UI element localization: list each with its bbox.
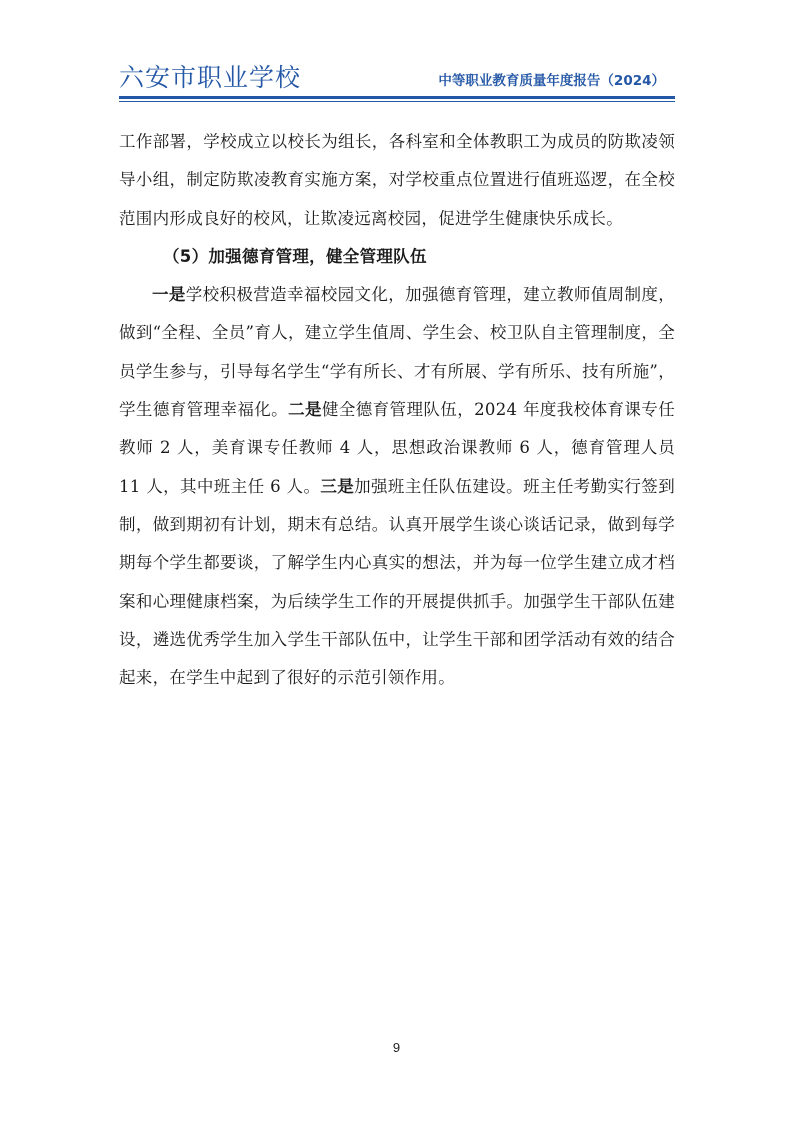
- school-name: 六安市职业学校: [119, 63, 302, 92]
- text-third: 加强班主任队伍建设。班主任考勤实行签到制，做到期初有计划，期末有总结。认真开展学生谈心谈话记录，做到每学期每个学生都要谈，了解学生内心真实的想法，并为每一位学生建立成才档案和心理健康档案，为后续学生工作的开展提供抓手。加强学生干部队伍建设，遴选优秀学生加入学生干部队伍中，让学生干部和团学活动有效的结合起来，在学生中起到了很好的示范引领作用。: [119, 476, 676, 688]
- section-heading: （5）加强德育管理，健全管理队伍: [163, 246, 427, 266]
- paragraph-anti-bullying: 工作部署，学校成立以校长为组长，各科室和全体教职工为成员的防欺凌领导小组，制定防欺凌教育实施方案，对学校重点位置进行值班巡逻，在全校范围内形成良好的校风，让欺凌远离校园，促进学生健康快乐成长。: [119, 132, 675, 228]
- lead-second: 二是: [288, 400, 322, 420]
- page-content: [119, 123, 675, 697]
- page-header: [119, 58, 675, 98]
- text-first: 学校积极营造幸福校园文化，加强德育管理，建立教师值周制度，做到“全程、全员”育人，建立学生值周、学生会、校卫队自主管理制度，全员学生参与，引导每名学生“学有所长、才有所展、学有所乐、技有所施”，学生德育管理幸福化。: [119, 285, 675, 420]
- paragraph-moral-education: [119, 276, 675, 697]
- report-title: 中等职业教育质量年度报告（2024）: [438, 73, 665, 89]
- lead-third: 三是: [320, 476, 355, 496]
- header-rule-thin: [119, 101, 675, 102]
- page-number: 9: [392, 1040, 401, 1055]
- header-rule-thick: [119, 96, 675, 99]
- text-second: 健全德育管理队伍，2024 年度我校体育课专任教师 2 人，美育课专任教师 4 人，思想政治课教师 6 人，德育管理人员 11 人，其中班主任 6 人。: [119, 400, 676, 496]
- lead-first: 一是: [152, 285, 186, 305]
